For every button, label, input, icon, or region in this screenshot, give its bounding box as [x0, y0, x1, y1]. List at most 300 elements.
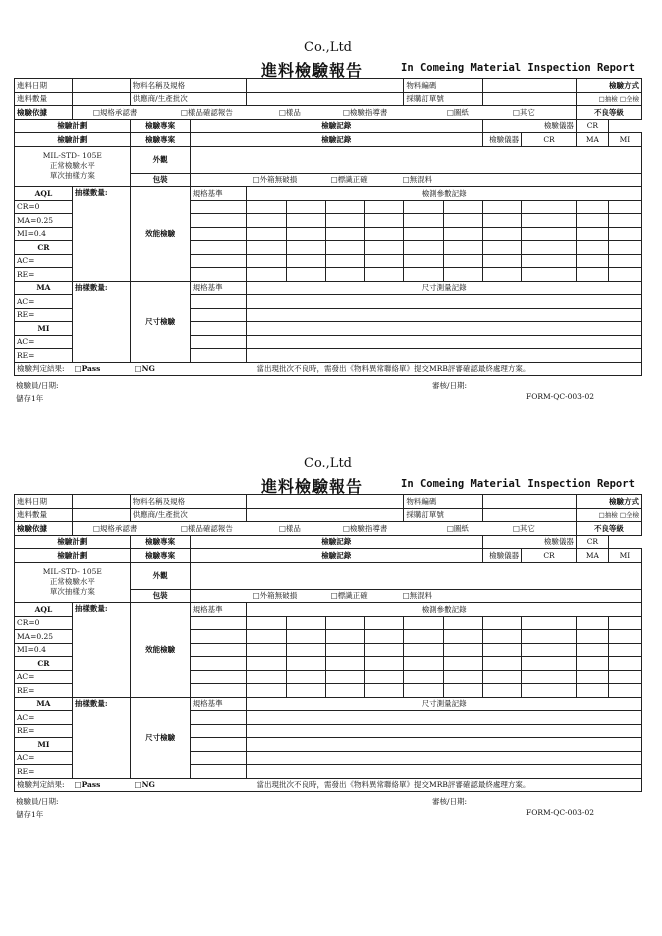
perf-cell[interactable]	[404, 268, 443, 282]
pack-opt3[interactable]: □無混料	[402, 175, 433, 185]
cell-item: 檢驗專案	[130, 535, 190, 549]
perf-cell[interactable]	[522, 630, 577, 644]
form-number: FORM-QC-003-02	[526, 392, 595, 401]
perf-cell[interactable]	[286, 684, 325, 698]
cell-spec_std: 規格基準	[190, 281, 247, 295]
perf-cell[interactable]	[247, 200, 286, 214]
supplier-batch-field[interactable]	[247, 508, 404, 522]
cell-cr_label: CR	[15, 657, 73, 671]
basis-opt2[interactable]: □樣品確認報告	[180, 523, 233, 533]
cell-ma025: MA=0.25	[15, 630, 73, 644]
perf-cell[interactable]	[443, 643, 482, 657]
cell-cr: CR	[576, 119, 608, 133]
supplier-batch-field[interactable]	[247, 92, 404, 106]
perf-cell[interactable]	[286, 200, 325, 214]
perf-cell[interactable]	[482, 670, 521, 684]
cell-ma025: MA=0.25	[15, 214, 73, 228]
perf-cell[interactable]	[482, 616, 521, 630]
perf-cell[interactable]	[443, 657, 482, 671]
cell-instrument: 檢驗儀器	[482, 133, 521, 147]
inspection-table	[14, 78, 642, 376]
pack-opt1[interactable]: □外箱無破損	[252, 591, 298, 601]
perf-cell[interactable]	[286, 254, 325, 268]
cell-instrument: 檢驗儀器	[482, 119, 576, 133]
material-name-field[interactable]	[247, 495, 404, 509]
perf-cell[interactable]	[608, 241, 641, 255]
perf-cell[interactable]	[190, 684, 247, 698]
perf-cell[interactable]	[482, 254, 521, 268]
perf-cell[interactable]	[522, 268, 577, 282]
perf-cell[interactable]	[190, 643, 247, 657]
perf-cell[interactable]	[286, 227, 325, 241]
perf-cell[interactable]	[190, 214, 247, 228]
perf-cell[interactable]	[443, 616, 482, 630]
dim-spec-cell[interactable]	[190, 335, 247, 349]
cell-aql: AQL	[15, 603, 73, 617]
perf-cell[interactable]	[482, 241, 521, 255]
dim-record-cell[interactable]	[247, 738, 642, 752]
cell-material_code: 物料編碼	[404, 495, 483, 509]
perf-cell[interactable]	[482, 630, 521, 644]
cell-spec_std: 規格基準	[190, 697, 247, 711]
perf-cell[interactable]	[325, 657, 364, 671]
cell-spec_std: 規格基準	[190, 187, 247, 201]
packaging-options[interactable]	[190, 589, 641, 603]
basis-opt6[interactable]: □其它	[512, 523, 535, 533]
perf-cell[interactable]	[365, 657, 404, 671]
perf-cell[interactable]	[522, 670, 577, 684]
basis-opt5[interactable]: □圖紙	[446, 523, 469, 533]
perf-cell[interactable]	[365, 630, 404, 644]
perf-cell[interactable]	[365, 254, 404, 268]
dim-record-cell[interactable]	[247, 711, 642, 725]
report-title: 進料檢驗報告	[261, 477, 364, 496]
cell-performance: 效能檢驗	[130, 187, 190, 282]
cell-supplier_batch: 供應商/生產批次	[130, 508, 247, 522]
dim-spec-cell[interactable]	[190, 711, 247, 725]
perf-cell[interactable]	[404, 227, 443, 241]
basis-opt4[interactable]: □檢驗指導書	[342, 107, 388, 117]
perf-cell[interactable]	[325, 684, 364, 698]
cell-mi: MI	[608, 549, 641, 563]
perf-cell[interactable]	[608, 616, 641, 630]
packaging-options[interactable]	[190, 173, 641, 187]
perf-cell[interactable]	[365, 268, 404, 282]
cell-record: 檢驗記錄	[190, 133, 482, 147]
ng-checkbox[interactable]: □NG	[134, 364, 155, 374]
perf-cell[interactable]	[247, 616, 286, 630]
cell-cr: CR	[522, 133, 577, 147]
basis-opt6[interactable]: □其它	[512, 107, 535, 117]
perf-cell[interactable]	[247, 657, 286, 671]
perf-cell[interactable]	[608, 268, 641, 282]
dim-spec-cell[interactable]	[190, 308, 247, 322]
inspector-label: 檢驗員/日期:	[16, 797, 59, 806]
appearance-record[interactable]	[190, 562, 641, 589]
result-row	[15, 778, 642, 792]
po-number-field[interactable]	[482, 508, 576, 522]
form-number: FORM-QC-003-02	[526, 808, 595, 817]
dim-spec-cell[interactable]	[190, 765, 247, 779]
cell-plan: 檢驗計劃	[15, 535, 131, 549]
incoming-qty-field[interactable]	[72, 92, 130, 106]
perf-cell[interactable]	[608, 227, 641, 241]
perf-cell[interactable]	[404, 684, 443, 698]
perf-cell[interactable]	[286, 657, 325, 671]
perf-cell[interactable]	[365, 200, 404, 214]
dim-spec-cell[interactable]	[190, 295, 247, 309]
result-label: 檢驗判定結果:	[17, 364, 65, 374]
perf-cell[interactable]	[247, 670, 286, 684]
cell-appearance: 外觀	[130, 562, 190, 589]
perf-cell[interactable]	[286, 643, 325, 657]
dim-record-cell[interactable]	[247, 349, 642, 363]
cell-basis: 檢驗依據	[15, 522, 73, 536]
cell-ac: AC=	[15, 335, 73, 349]
perf-cell[interactable]	[522, 227, 577, 241]
dim-record-cell[interactable]	[247, 724, 642, 738]
cell-item: 檢驗專案	[130, 119, 190, 133]
cell-ac: AC=	[15, 295, 73, 309]
basis-opt1[interactable]: □規格承認書	[92, 523, 138, 533]
cell-incoming_qty: 進料數量	[15, 92, 73, 106]
perf-cell[interactable]	[325, 643, 364, 657]
perf-cell[interactable]	[576, 254, 608, 268]
perf-cell[interactable]	[365, 643, 404, 657]
perf-cell[interactable]	[247, 268, 286, 282]
perf-cell[interactable]	[365, 241, 404, 255]
perf-cell[interactable]	[190, 670, 247, 684]
perf-cell[interactable]	[443, 214, 482, 228]
cell-po_number: 採購訂單號	[404, 508, 483, 522]
cell-sample_qty: 抽樣數量:	[72, 697, 130, 778]
cell-ac: AC=	[15, 670, 73, 684]
dim-record-cell[interactable]	[247, 765, 642, 779]
perf-cell[interactable]	[482, 214, 521, 228]
inspector-label: 檢驗員/日期:	[16, 381, 59, 390]
full-checkbox[interactable]: □全檢	[619, 95, 639, 104]
cell-record: 檢驗記錄	[190, 549, 482, 563]
dim-record-cell[interactable]	[247, 295, 642, 309]
perf-cell[interactable]	[404, 254, 443, 268]
reviewer-label: 審核/日期:	[432, 381, 468, 390]
retention-label: 儲存1年	[16, 394, 44, 403]
perf-cell[interactable]	[576, 616, 608, 630]
cell-po_number: 採購訂單號	[404, 92, 483, 106]
basis-opt2[interactable]: □樣品確認報告	[180, 107, 233, 117]
perf-cell[interactable]	[608, 254, 641, 268]
cell-packaging: 包裝	[130, 173, 190, 187]
cell-re: RE=	[15, 349, 73, 363]
perf-cell[interactable]	[522, 643, 577, 657]
cell-incoming_qty: 進料數量	[15, 508, 73, 522]
cell-record: 檢驗記錄	[190, 119, 482, 133]
perf-cell[interactable]	[404, 200, 443, 214]
perf-cell[interactable]	[365, 670, 404, 684]
cell-dim_record: 尺寸測量記錄	[247, 697, 642, 711]
perf-cell[interactable]	[325, 241, 364, 255]
material-code-field[interactable]	[482, 79, 576, 93]
perf-cell[interactable]	[522, 241, 577, 255]
cell-appearance: 外觀	[130, 146, 190, 173]
pack-opt1[interactable]: □外箱無破損	[252, 175, 298, 185]
cell-ma_label: MA	[15, 281, 73, 295]
dim-record-cell[interactable]	[247, 751, 642, 765]
perf-cell[interactable]	[443, 200, 482, 214]
perf-cell[interactable]	[190, 241, 247, 255]
perf-cell[interactable]	[404, 670, 443, 684]
perf-cell[interactable]	[404, 643, 443, 657]
cell-plan: 檢驗計劃	[15, 119, 131, 133]
cell-mi: MI	[608, 133, 641, 147]
perf-cell[interactable]	[608, 684, 641, 698]
cell-ma: MA	[576, 133, 608, 147]
report-subtitle: In Comeing Material Inspection Report	[401, 62, 635, 74]
perf-cell[interactable]	[608, 214, 641, 228]
dim-spec-cell[interactable]	[190, 724, 247, 738]
cell-mi04: MI=0.4	[15, 227, 73, 241]
cell-item: 檢驗專案	[130, 549, 190, 563]
perf-cell[interactable]	[247, 643, 286, 657]
cell-supplier_batch: 供應商/生產批次	[130, 92, 247, 106]
basis-opt4[interactable]: □檢驗指導書	[342, 523, 388, 533]
method-options[interactable]	[576, 92, 641, 106]
perf-cell[interactable]	[286, 630, 325, 644]
dim-spec-cell[interactable]	[190, 322, 247, 336]
cell-perf_params: 檢測參數記錄	[247, 187, 642, 201]
ng-checkbox[interactable]: □NG	[134, 780, 155, 790]
perf-cell[interactable]	[576, 657, 608, 671]
perf-cell[interactable]	[190, 268, 247, 282]
perf-cell[interactable]	[576, 268, 608, 282]
perf-cell[interactable]	[247, 227, 286, 241]
cell-record: 檢驗記錄	[190, 535, 482, 549]
pass-checkbox[interactable]: □Pass	[74, 364, 101, 374]
perf-cell[interactable]	[325, 200, 364, 214]
perf-cell[interactable]	[190, 616, 247, 630]
cell-re: RE=	[15, 684, 73, 698]
basis-opt3[interactable]: □樣品	[278, 523, 301, 533]
cell-re: RE=	[15, 765, 73, 779]
perf-cell[interactable]	[286, 241, 325, 255]
notice-text: 當出現批次不良時，需發出《物料異常聯絡單》提交MRB評審確認最終處理方案。	[256, 364, 531, 374]
perf-cell[interactable]	[404, 630, 443, 644]
basis-opt1[interactable]: □規格承認書	[92, 107, 138, 117]
cell-dimension: 尺寸檢驗	[130, 697, 190, 778]
cell-material_name_spec: 物料名稱及規格	[130, 495, 247, 509]
cell-instrument: 檢驗儀器	[482, 549, 521, 563]
perf-cell[interactable]	[443, 241, 482, 255]
cell-mi04: MI=0.4	[15, 643, 73, 657]
cell-material_name_spec: 物料名稱及規格	[130, 79, 247, 93]
cell-sample_qty: 抽樣數量:	[72, 187, 130, 282]
perf-cell[interactable]	[365, 227, 404, 241]
perf-cell[interactable]	[247, 684, 286, 698]
perf-cell[interactable]	[190, 630, 247, 644]
cell-performance: 效能檢驗	[130, 603, 190, 698]
perf-cell[interactable]	[576, 214, 608, 228]
report-title: 進料檢驗報告	[261, 61, 364, 80]
notice-text: 當出現批次不良時，需發出《物料異常聯絡單》提交MRB評審確認最終處理方案。	[256, 780, 531, 790]
perf-cell[interactable]	[576, 643, 608, 657]
po-number-field[interactable]	[482, 92, 576, 106]
cell-material_code: 物料編碼	[404, 79, 483, 93]
cell-cr0: CR=0	[15, 200, 73, 214]
cell-sample_qty: 抽樣數量:	[72, 281, 130, 362]
dim-spec-cell[interactable]	[190, 751, 247, 765]
perf-cell[interactable]	[325, 670, 364, 684]
cell-plan_text: MIL-STD- 105E 正常檢驗水平 單次抽樣方案	[15, 562, 131, 603]
cell-sample_qty: 抽樣數量:	[72, 603, 130, 698]
cell-cr0: CR=0	[15, 616, 73, 630]
perf-cell[interactable]	[608, 643, 641, 657]
cell-ac: AC=	[15, 751, 73, 765]
full-checkbox[interactable]: □全檢	[619, 511, 639, 520]
reviewer-label: 審核/日期:	[432, 797, 468, 806]
perf-cell[interactable]	[247, 630, 286, 644]
cell-defect_level: 不良等級	[576, 522, 641, 536]
perf-cell[interactable]	[286, 214, 325, 228]
cell-perf_params: 檢測參數記錄	[247, 603, 642, 617]
perf-cell[interactable]	[608, 630, 641, 644]
perf-cell[interactable]	[576, 670, 608, 684]
perf-cell[interactable]	[190, 657, 247, 671]
perf-cell[interactable]	[325, 227, 364, 241]
dim-record-cell[interactable]	[247, 335, 642, 349]
perf-cell[interactable]	[522, 200, 577, 214]
appearance-record[interactable]	[190, 146, 641, 173]
perf-cell[interactable]	[443, 268, 482, 282]
dim-spec-cell[interactable]	[190, 349, 247, 363]
perf-cell[interactable]	[325, 214, 364, 228]
perf-cell[interactable]	[576, 227, 608, 241]
cell-cr: CR	[576, 535, 608, 549]
pack-opt2[interactable]: □標識正確	[330, 175, 368, 185]
perf-cell[interactable]	[443, 630, 482, 644]
perf-cell[interactable]	[482, 227, 521, 241]
cell-ac: AC=	[15, 711, 73, 725]
perf-cell[interactable]	[522, 684, 577, 698]
method-options[interactable]	[576, 508, 641, 522]
sampling-checkbox[interactable]: □抽檢	[598, 95, 618, 104]
incoming-date-field[interactable]	[72, 495, 130, 509]
cell-re: RE=	[15, 268, 73, 282]
perf-cell[interactable]	[608, 200, 641, 214]
company-name: Co.,Ltd	[304, 456, 352, 471]
perf-cell[interactable]	[247, 214, 286, 228]
perf-cell[interactable]	[522, 214, 577, 228]
perf-cell[interactable]	[325, 630, 364, 644]
perf-cell[interactable]	[190, 227, 247, 241]
basis-options[interactable]	[72, 106, 576, 120]
perf-cell[interactable]	[482, 200, 521, 214]
cell-inspection_method: 檢驗方式	[576, 495, 641, 509]
company-name: Co.,Ltd	[304, 40, 352, 55]
sampling-checkbox[interactable]: □抽檢	[598, 511, 618, 520]
perf-cell[interactable]	[576, 200, 608, 214]
perf-cell[interactable]	[482, 643, 521, 657]
perf-cell[interactable]	[404, 214, 443, 228]
perf-cell[interactable]	[522, 657, 577, 671]
perf-cell[interactable]	[325, 616, 364, 630]
perf-cell[interactable]	[404, 616, 443, 630]
material-code-field[interactable]	[482, 495, 576, 509]
perf-cell[interactable]	[190, 200, 247, 214]
perf-cell[interactable]	[522, 616, 577, 630]
cell-instrument: 檢驗儀器	[482, 535, 576, 549]
result-row	[15, 362, 642, 376]
cell-incoming_date: 進料日期	[15, 495, 73, 509]
perf-cell[interactable]	[286, 268, 325, 282]
dim-record-cell[interactable]	[247, 322, 642, 336]
perf-cell[interactable]	[286, 616, 325, 630]
perf-cell[interactable]	[190, 254, 247, 268]
pack-opt2[interactable]: □標識正確	[330, 591, 368, 601]
perf-cell[interactable]	[576, 241, 608, 255]
dim-record-cell[interactable]	[247, 308, 642, 322]
cell-plan_text: MIL-STD- 105E 正常檢驗水平 單次抽樣方案	[15, 146, 131, 187]
cell-inspection_method: 檢驗方式	[576, 79, 641, 93]
cell-cr_label: CR	[15, 241, 73, 255]
perf-cell[interactable]	[482, 684, 521, 698]
perf-cell[interactable]	[404, 241, 443, 255]
incoming-date-field[interactable]	[72, 79, 130, 93]
perf-cell[interactable]	[443, 670, 482, 684]
pack-opt3[interactable]: □無混料	[402, 591, 433, 601]
perf-cell[interactable]	[365, 214, 404, 228]
dim-spec-cell[interactable]	[190, 738, 247, 752]
perf-cell[interactable]	[247, 241, 286, 255]
cell-ma_label: MA	[15, 697, 73, 711]
perf-cell[interactable]	[443, 227, 482, 241]
perf-cell[interactable]	[608, 670, 641, 684]
pass-checkbox[interactable]: □Pass	[74, 780, 101, 790]
cell-defect_level: 不良等級	[576, 106, 641, 120]
basis-opt3[interactable]: □樣品	[278, 107, 301, 117]
cell-basis: 檢驗依據	[15, 106, 73, 120]
incoming-qty-field[interactable]	[72, 508, 130, 522]
perf-cell[interactable]	[576, 684, 608, 698]
perf-cell[interactable]	[482, 657, 521, 671]
cell-spec_std: 規格基準	[190, 603, 247, 617]
cell-ac: AC=	[15, 254, 73, 268]
cell-incoming_date: 進料日期	[15, 79, 73, 93]
perf-cell[interactable]	[247, 254, 286, 268]
cell-aql: AQL	[15, 187, 73, 201]
perf-cell[interactable]	[482, 268, 521, 282]
perf-cell[interactable]	[576, 630, 608, 644]
basis-options[interactable]	[72, 522, 576, 536]
material-name-field[interactable]	[247, 79, 404, 93]
cell-dim_record: 尺寸測量記錄	[247, 281, 642, 295]
cell-item: 檢驗專案	[130, 133, 190, 147]
cell-re: RE=	[15, 308, 73, 322]
perf-cell[interactable]	[325, 268, 364, 282]
perf-cell[interactable]	[443, 254, 482, 268]
perf-cell[interactable]	[443, 684, 482, 698]
cell-plan: 檢驗計劃	[15, 549, 131, 563]
cell-cr: CR	[522, 549, 577, 563]
perf-cell[interactable]	[286, 670, 325, 684]
perf-cell[interactable]	[608, 657, 641, 671]
perf-cell[interactable]	[325, 254, 364, 268]
perf-cell[interactable]	[404, 657, 443, 671]
basis-opt5[interactable]: □圖紙	[446, 107, 469, 117]
retention-label: 儲存1年	[16, 810, 44, 819]
perf-cell[interactable]	[522, 254, 577, 268]
perf-cell[interactable]	[365, 616, 404, 630]
perf-cell[interactable]	[365, 684, 404, 698]
